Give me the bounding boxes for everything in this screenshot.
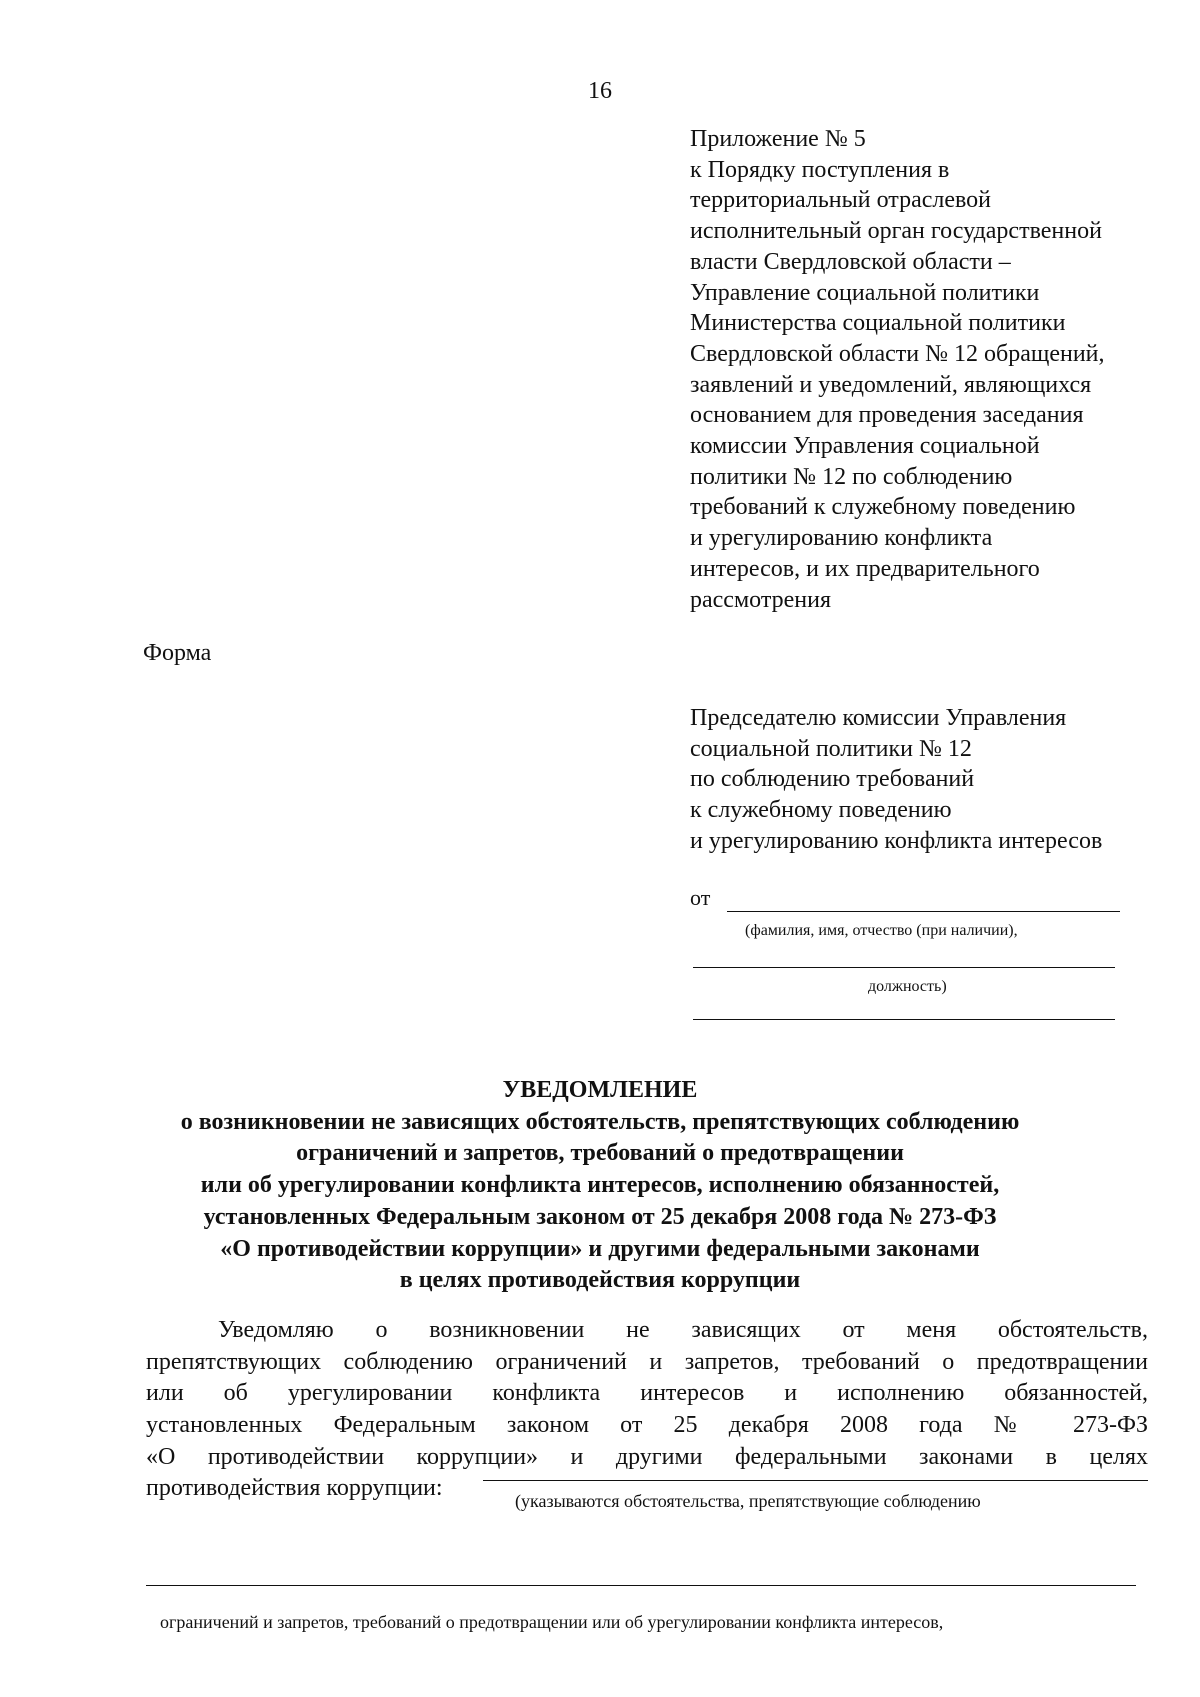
appendix-line: к Порядку поступления в xyxy=(690,156,950,183)
notice-subtitle-line: «О противодействии коррупции» и другими федеральными законами xyxy=(220,1235,980,1262)
notice-subtitle-line: установленных Федеральным законом от 25 декабря 2008 года № 273-ФЗ xyxy=(203,1203,997,1230)
addressee-block xyxy=(690,703,1102,857)
body-line: «О противодействии коррупции» и другими федеральными законами в целях xyxy=(146,1443,1148,1470)
addressee-line: Председателю комиссии Управления xyxy=(690,705,1067,731)
notice-body xyxy=(146,1315,1148,1505)
circumstances-caption: (указываются обстоятельства, препятствующие соблюдению xyxy=(515,1491,981,1511)
appendix-line: заявлений и уведомлений, являющихся xyxy=(690,371,1092,398)
appendix-line: Управление социальной политики xyxy=(690,279,1040,306)
appendix-line: Свердловской области № 12 обращений, xyxy=(690,340,1105,367)
fio-caption: (фамилия, имя, отчество (при наличии), xyxy=(745,922,1018,939)
circumstances-fill-line-2[interactable] xyxy=(146,1585,1136,1586)
fio-fill-line[interactable] xyxy=(727,911,1120,912)
body-line: или об урегулировании конфликта интересов и исполнению обязанностей, xyxy=(146,1380,1148,1407)
body-line: препятствующих соблюдению ограничений и запретов, требований о предотвращении xyxy=(146,1348,1148,1375)
body-line: установленных Федеральным законом от 25 декабря 2008 года № 273-ФЗ xyxy=(146,1412,1148,1439)
appendix-line: рассмотрения xyxy=(690,586,831,613)
appendix-header xyxy=(690,124,1170,615)
position-fill-line[interactable] xyxy=(693,1019,1115,1020)
appendix-line: территориальный отраслевой xyxy=(690,187,992,214)
appendix-line: требований к служебному поведению xyxy=(690,494,1076,521)
fio-fill-line-2[interactable] xyxy=(693,967,1115,968)
addressee-line: по соблюдению требований xyxy=(690,766,975,793)
appendix-line: основанием для проведения заседания xyxy=(690,402,1084,429)
appendix-line: исполнительный орган государственной xyxy=(690,218,1102,245)
appendix-line: и урегулированию конфликта xyxy=(690,525,993,552)
body-last-line: противодействия коррупции: xyxy=(146,1475,443,1502)
appendix-line: Министерства социальной политики xyxy=(690,310,1066,337)
appendix-line: Приложение № 5 xyxy=(690,126,866,152)
notice-title-block xyxy=(100,1075,1100,1297)
appendix-line: комиссии Управления социальной xyxy=(690,433,1040,460)
page-number: 16 xyxy=(588,78,612,104)
notice-title: УВЕДОМЛЕНИЕ xyxy=(502,1077,698,1103)
circumstances-fill-line[interactable] xyxy=(483,1480,1148,1481)
appendix-line: политики № 12 по соблюдению xyxy=(690,463,1013,490)
addressee-line: к служебному поведению xyxy=(690,797,952,824)
notice-subtitle-line: о возникновении не зависящих обстоятельств, препятствующих соблюдению xyxy=(180,1108,1020,1135)
notice-subtitle-line: или об урегулировании конфликта интересов, исполнению обязанностей, xyxy=(200,1172,1000,1199)
notice-subtitle-line: в целях противодействия коррупции xyxy=(399,1267,801,1294)
addressee-line: и урегулированию конфликта интересов xyxy=(690,827,1103,854)
form-label: Форма xyxy=(143,640,212,666)
notice-subtitle-line: ограничений и запретов, требований о предотвращении xyxy=(296,1140,904,1167)
from-label: от xyxy=(690,885,711,910)
position-caption: должность) xyxy=(868,978,947,995)
appendix-line: власти Свердловской области – xyxy=(690,248,1011,275)
appendix-line: интересов, и их предварительного xyxy=(690,555,1040,582)
body-line: Уведомляю о возникновении не зависящих от меня обстоятельств, xyxy=(218,1317,1148,1343)
addressee-line: социальной политики № 12 xyxy=(690,735,972,762)
bottom-caption: ограничений и запретов, требований о предотвращении или об урегулировании конфликта интересов, xyxy=(160,1612,944,1632)
